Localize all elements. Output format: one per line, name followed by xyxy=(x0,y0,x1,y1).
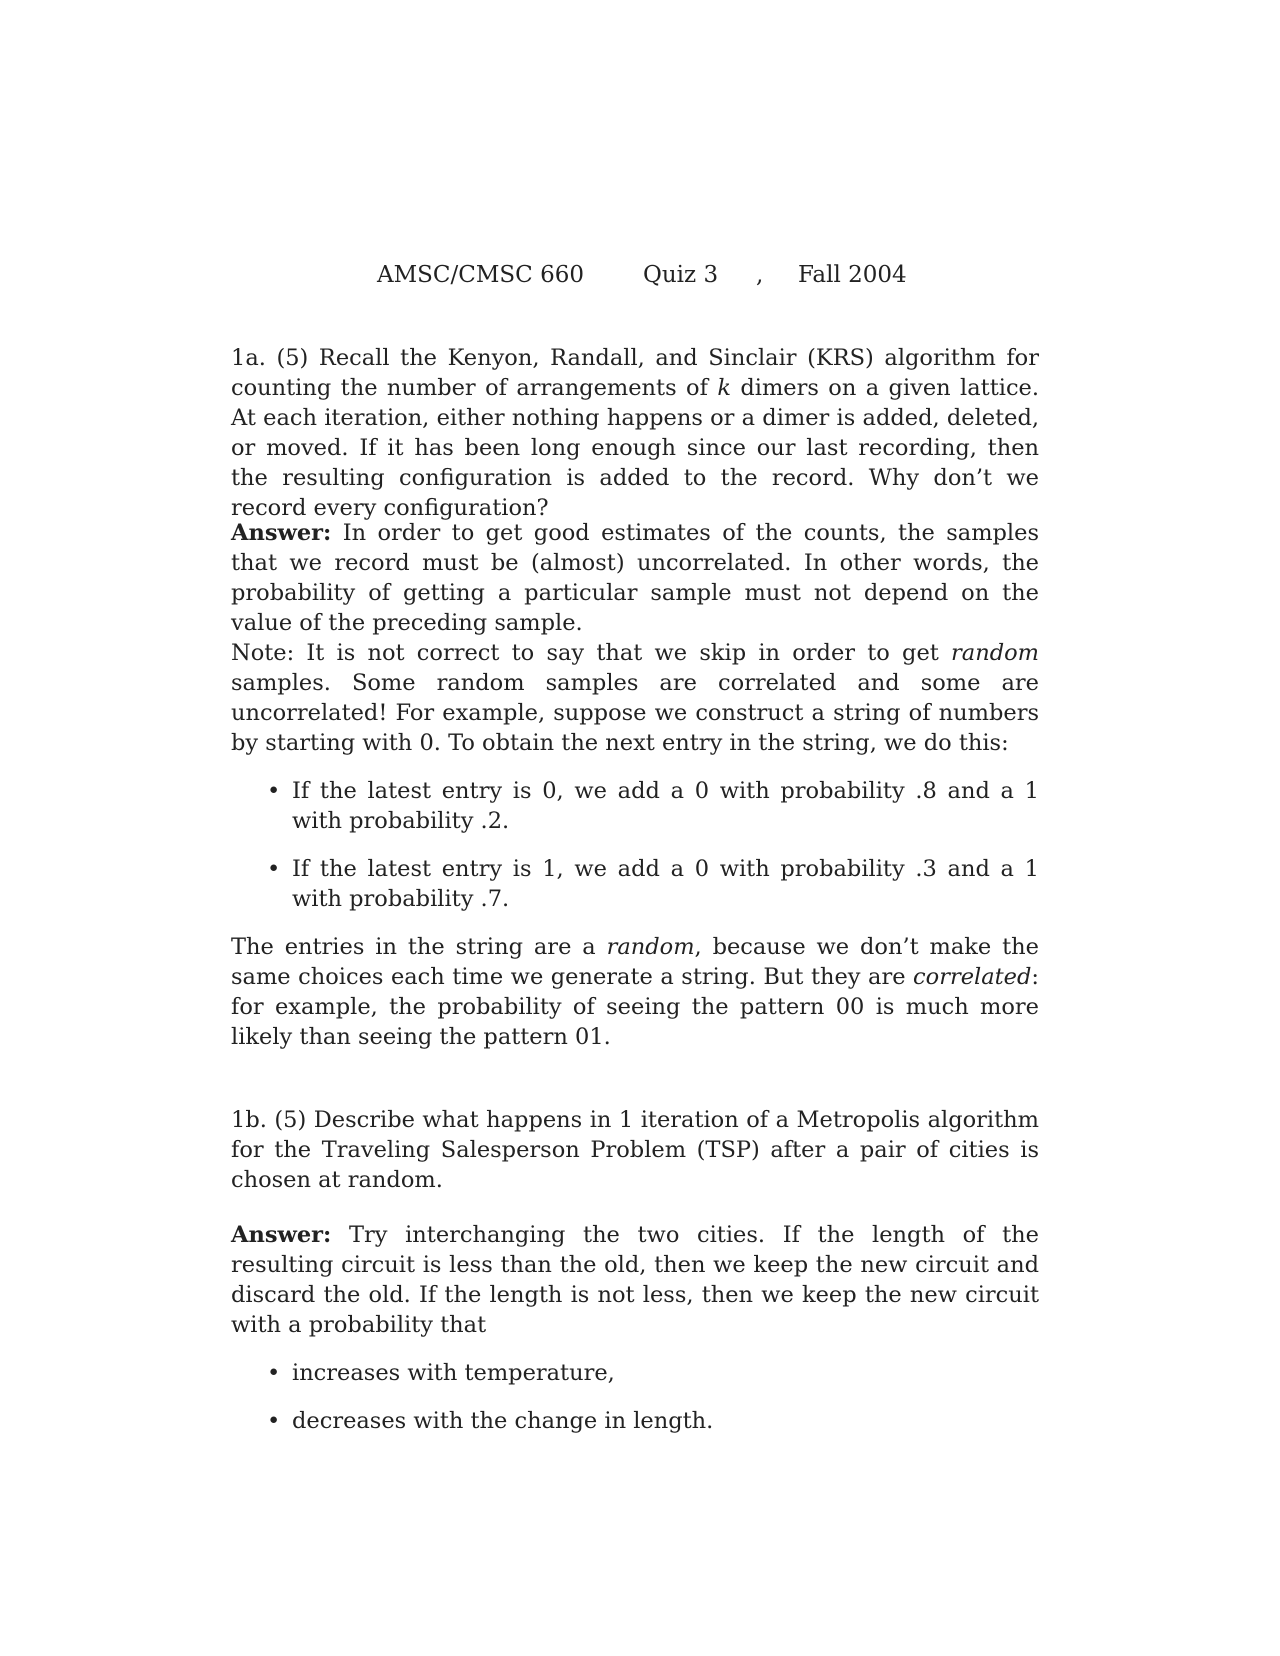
answer-1a xyxy=(231,518,1039,1052)
list-item: • If the latest entry is 0, we add a 0 with probability .8 and a 1 with probability .2. xyxy=(267,778,1039,834)
answer-1b-text: Answer: Try interchanging the two cities. If the length of the resulting circuit is less than the old, then we keep the new circuit and discard the old. If the length is not less, then we keep the new circuit with a probability that xyxy=(231,1222,1039,1338)
question-1b-text: 1b. (5) Describe what happens in 1 iteration of a Metropolis algorithm for the Traveling Salesperson Problem (TSP) after a pair of cities is chosen at random. xyxy=(231,1107,1039,1193)
list-item: • If the latest entry is 1, we add a 0 with probability .3 and a 1 with probability .7. xyxy=(267,856,1039,912)
answer-1a-bullet-list xyxy=(231,776,1039,914)
answer-1b-bullet-list xyxy=(231,1358,1039,1436)
bullet-icon: • xyxy=(267,778,281,804)
question-1a xyxy=(231,343,1039,523)
answer-1a-conclusion: The entries in the string are a random, because we don’t make the same choices each time we generate a string. But they are correlated: for example, the probability of seeing the pattern 00 is much more likely than seeing the pattern 01. xyxy=(231,934,1039,1050)
answer-1a-note: Note: It is not correct to say that we skip in order to get random samples. Some random samples are correlated and some are uncorrelated! For example, suppose we construct a string of numbers by starting with 0. To obtain the next entry in the string, we do this: xyxy=(231,640,1039,756)
answer-label: Answer: xyxy=(231,1222,332,1248)
course-code: AMSC/CMSC 660 xyxy=(377,262,584,288)
list-item: • decreases with the change in length. xyxy=(267,1408,714,1434)
bullet-icon: • xyxy=(267,856,281,882)
header-separator: , xyxy=(756,262,764,288)
answer-1b xyxy=(231,1220,1039,1436)
question-1b xyxy=(231,1105,1039,1195)
answer-1a-text: Answer: In order to get good estimates of the counts, the samples that we record must be (almost) uncorrelated. In other words, the probability of getting a particular sample must not depend on the value of the preceding sample. xyxy=(231,520,1039,636)
answer-label: Answer: xyxy=(231,520,332,546)
term: Fall 2004 xyxy=(798,262,907,288)
quiz-number: Quiz 3 xyxy=(643,262,719,288)
bullet-icon: • xyxy=(267,1408,281,1434)
variable-k: k xyxy=(717,375,731,401)
list-item: • increases with temperature, xyxy=(267,1360,615,1386)
bullet-icon: • xyxy=(267,1360,281,1386)
question-1a-text: 1a. (5) Recall the Kenyon, Randall, and Sinclair (KRS) algorithm for counting the number of arrangements of k dimers on a given lattice. At each iteration, either nothing happens or a dimer is added, deleted, or moved. If it has been long enough since our last recording, then the resulting configuration is added to the record. Why don’t we record every configuration? xyxy=(231,345,1040,521)
